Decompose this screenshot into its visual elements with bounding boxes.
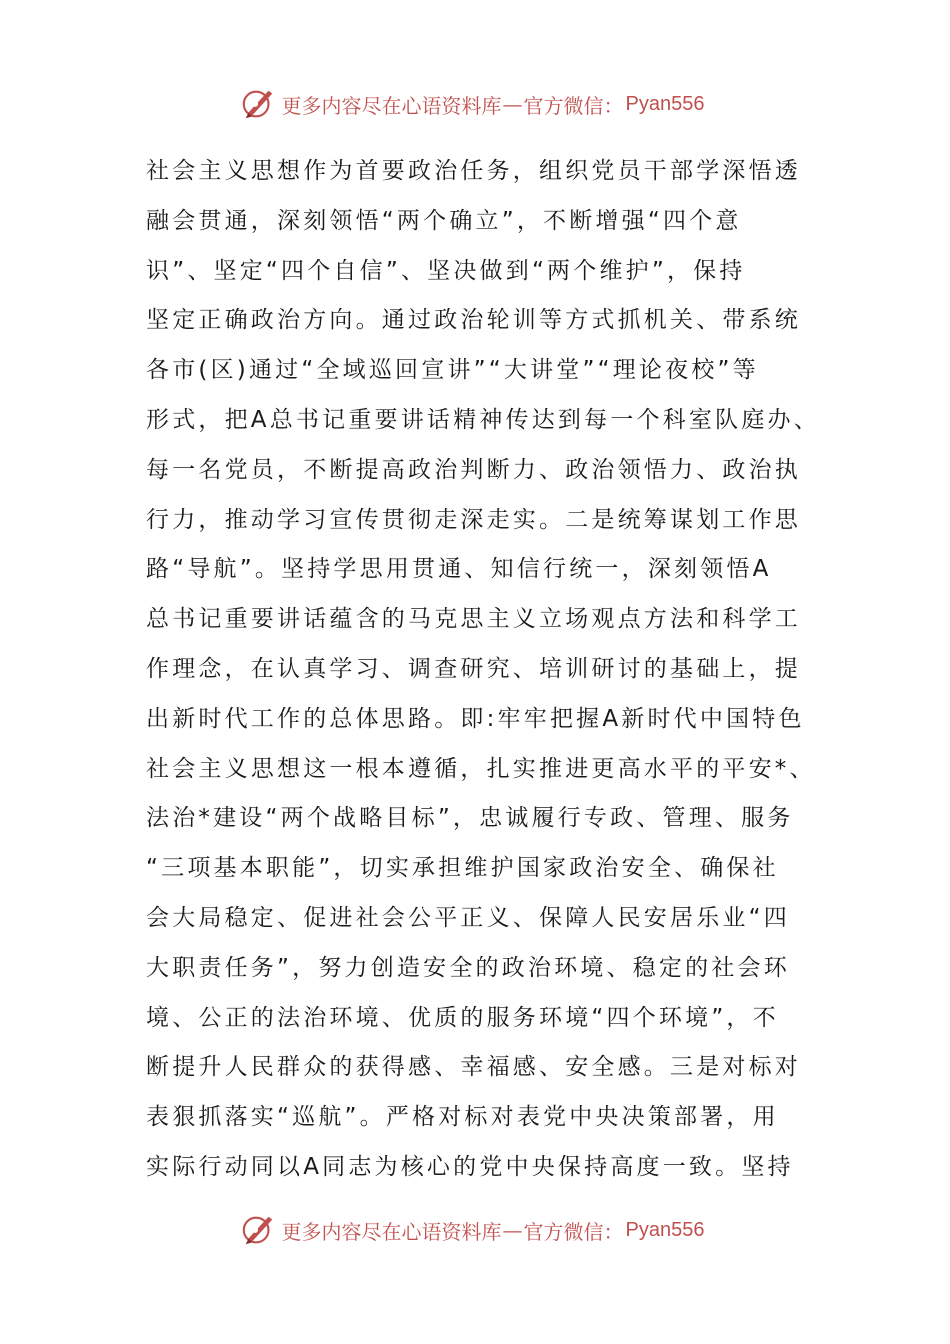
text-line: 社会主义思想作为首要政治任务，组织党员干部学深悟透: [146, 158, 801, 184]
text-line: 大职责任务”，努力创造安全的政治环境、稳定的社会环: [146, 954, 790, 981]
text-line: 断提升人民群众的获得感、幸福感、安全感。三是对标对: [146, 1054, 801, 1081]
watermark-id: Pyan556: [625, 92, 705, 115]
text-line: 出新时代工作的总体思路。即:牢牢把握A新时代中国特色: [146, 705, 805, 732]
text-line: 法治*建设“两个战略目标”，忠诚履行专政、管理、服务: [146, 805, 794, 832]
text-line: 路“导航”。坚持学思用贯通、知信行统一，深刻领悟A: [146, 556, 772, 583]
watermark-dash: —: [502, 1218, 523, 1242]
text-line: 会大局稳定、促进社会公平正义、保障人民安居乐业“四: [146, 904, 790, 931]
text-line: 社会主义思想这一根本遵循，扎实推进更高水平的平安*、: [146, 755, 816, 782]
text-line: 各市(区)通过“全域巡回宣讲”“大讲堂”“理论夜校”等: [146, 357, 759, 384]
pen-logo-icon: [240, 1211, 278, 1249]
text-line: 融会贯通，深刻领悟“两个确立”，不断增强“四个意: [146, 207, 742, 234]
text-line: 作理念，在认真学习、调查研究、培训研讨的基础上，提: [146, 655, 801, 682]
text-line: 坚定正确政治方向。通过政治轮训等方式抓机关、带系统: [146, 307, 801, 334]
watermark-id: Pyan556: [625, 1218, 705, 1241]
watermark-dash: —: [502, 92, 523, 116]
text-line: 总书记重要讲话蕴含的马克思主义立场观点方法和科学工: [146, 606, 801, 633]
footer-watermark: [0, 1210, 950, 1250]
watermark-label: 官方微信：: [523, 1219, 624, 1244]
text-line: 识”、坚定“四个自信”、坚决做到“两个维护”，保持: [146, 257, 746, 284]
watermark-group: [240, 1211, 705, 1249]
document-body: [146, 147, 846, 1193]
watermark-site: 更多内容尽在心语资料库: [281, 93, 502, 118]
text-line: 表狠抓落实“巡航”。严格对标对表党中央决策部署，用: [146, 1104, 779, 1131]
header-watermark: [0, 84, 950, 124]
pen-logo-icon: [240, 85, 278, 123]
text-line: 境、公正的法治环境、优质的服务环境“四个环境”，不: [146, 1004, 779, 1031]
watermark-site: 更多内容尽在心语资料库: [281, 1219, 502, 1244]
text-line: 每一名党员，不断提高政治判断力、政治领悟力、政治执: [146, 456, 801, 483]
text-line: 形式，把A总书记重要讲话精神传达到每一个科室队庭办、: [146, 406, 820, 433]
text-line: 行力，推动学习宣传贯彻走深走实。二是统筹谋划工作思: [146, 506, 801, 533]
text-line: “三项基本职能”，切实承担维护国家政治安全、确保社: [146, 855, 779, 882]
text-line: 实际行动同以A同志为核心的党中央保持高度一致。坚持: [146, 1153, 794, 1180]
watermark-group: [240, 85, 705, 123]
watermark-label: 官方微信：: [523, 93, 624, 118]
